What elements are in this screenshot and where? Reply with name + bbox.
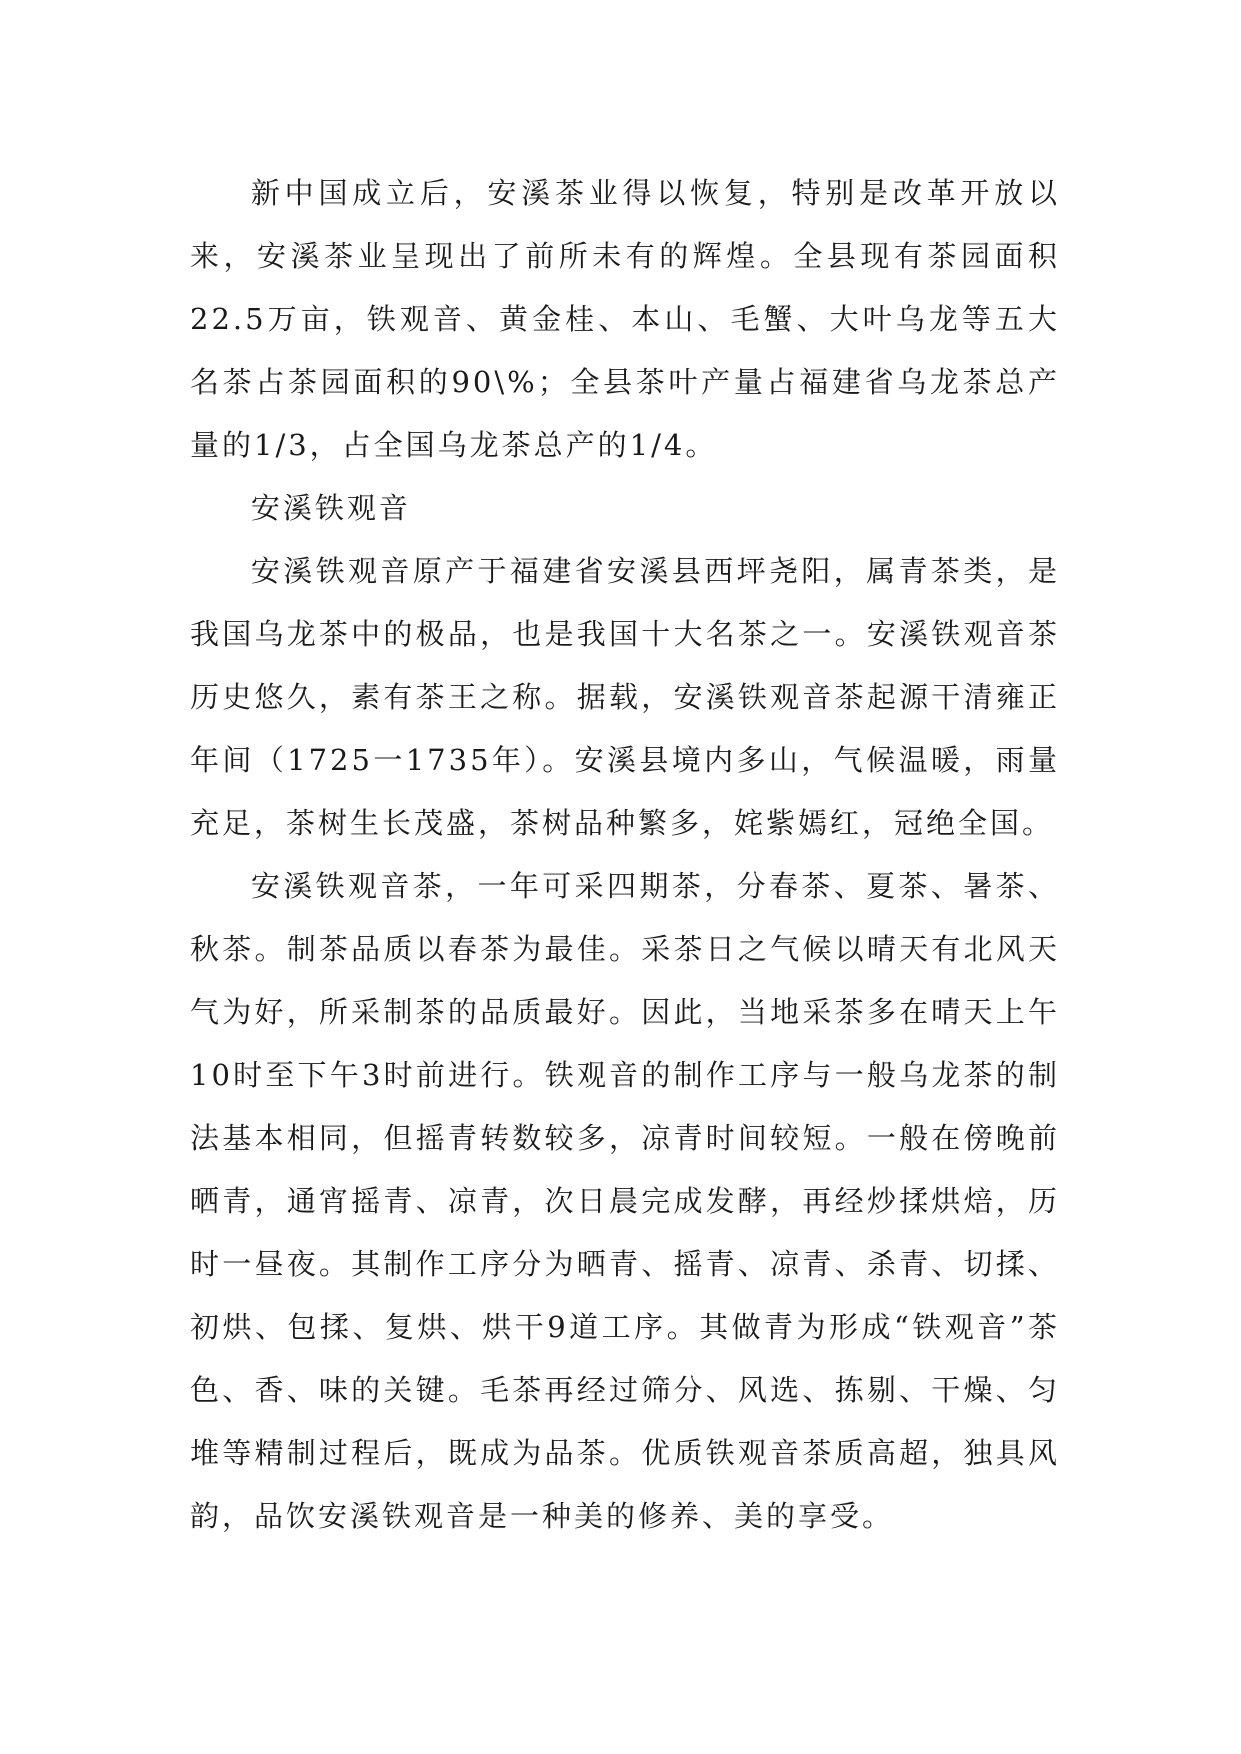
document-body [190, 162, 1060, 1548]
paragraph-origin: 安溪铁观音原产于福建省安溪县西坪尧阳，属青茶类，是我国乌龙茶中的极品，也是我国十大名茶之一。安溪铁观音茶历史悠久，素有茶王之称。据载，安溪铁观音茶起源干清雍正年间（1725一1735年）。安溪县境内多山，气候温暖，雨量充足，茶树生长茂盛，茶树品种繁多，姹紫嫣红，冠绝全国。 [190, 554, 1060, 840]
paragraph-processing: 安溪铁观音茶，一年可采四期茶，分春茶、夏茶、暑茶、秋茶。制茶品质以春茶为最佳。采茶日之气候以晴天有北风天气为好，所采制茶的品质最好。因此，当地采茶多在晴天上午10时至下午3时前进行。铁观音的制作工序与一般乌龙茶的制法基本相同，但摇青转数较多，凉青时间较短。一般在傍晚前晒青，通宵摇青、凉青，次日晨完成发酵，再经炒揉烘焙，历时一昼夜。其制作工序分为晒青、摇青、凉青、杀青、切揉、初烘、包揉、复烘、烘干9道工序。其做青为形成“铁观音”茶色、香、味的关键。毛茶再经过筛分、风选、拣剔、干燥、匀堆等精制过程后，既成为品茶。优质铁观音茶质高超，独具风韵，品饮安溪铁观音是一种美的修养、美的享受。 [190, 869, 1060, 1533]
section-heading: 安溪铁观音 [250, 491, 411, 525]
paragraph-intro: 新中国成立后，安溪茶业得以恢复，特别是改革开放以来，安溪茶业呈现出了前所未有的辉煌。全县现有茶园面积22.5万亩，铁观音、黄金桂、本山、毛蟹、大叶乌龙等五大名茶占茶园面积的90\%；全县茶叶产量占福建省乌龙茶总产量的1/3，占全国乌龙茶总产的1/4。 [190, 176, 1060, 462]
